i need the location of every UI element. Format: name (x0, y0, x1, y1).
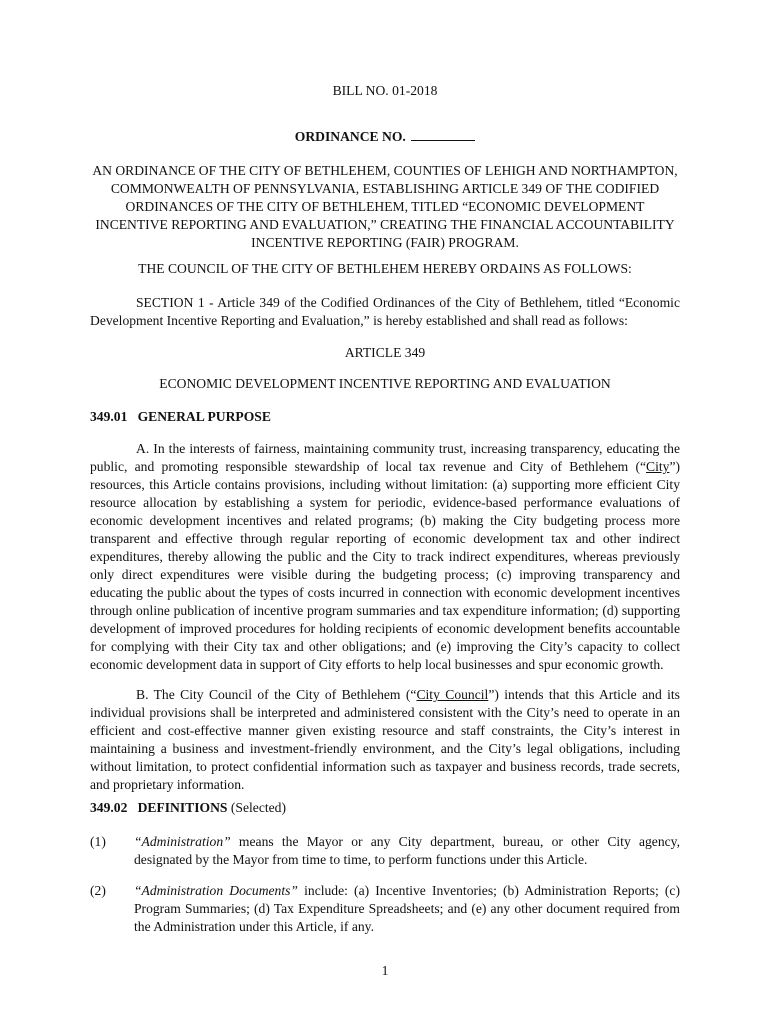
ordinance-title: AN ORDINANCE OF THE CITY OF BETHLEHEM, COUNTIES OF LEHIGH AND NORTHAMPTON, COMMONWEALTH OF PENNSYLVANIA, ESTABLISHING ARTICLE 349 OF THE CODIFIED ORDINANCES OF THE CITY OF BETHLEHEM, TITLED “ECONOMIC DEVELOPMENT INCENTIVE REPORTING AND EVALUATION,” CREATING THE FINANCIAL ACCOUNTABILITY INCENTIVE REPORTING (FAIR) PROGRAM. (92, 163, 678, 250)
paragraph-b: B. The City Council of the City of Bethlehem (“City Council”) intends that this Article and its individual provisions shall be interpreted and administered consistent with the City’s need to operate in an efficient and cost-effective manner given existing resource and staff constraints, the City’s interest in maintaining a business and investment-friendly environment, and the City’s legal obligations, including without limitation, to protect confidential information such as taxpayer and business records, trade secrets, and proprietary information. (90, 687, 680, 792)
section-1: SECTION 1 - Article 349 of the Codified Ordinances of the City of Bethlehem, titled “Economic Development Incentive Reporting and Evaluation,” is hereby established and shall read as follows: (90, 295, 680, 328)
paragraph-a: A. In the interests of fairness, maintaining community trust, increasing transparency, educating the public, and promoting responsible stewardship of local tax revenue and City of Bethlehem (“City”) resources, this Article contains provisions, including without limitation: (a) supporting more efficient City resource allocation by establishing a system for periodic, evidence-based performance evaluations of economic development incentives and related programs; (b) making the City budgeting process more transparent and effective through regular reporting of economic development tax and other indirect expenditures, thereby allowing the public and the City to track indirect expenditures, whereas previously only direct expenditures were visible during the budgeting process; (c) improving transparency and educating the public about the types of costs incurred in connection with economic development incentives through online publication of incentive program summaries and tax expenditure information; (d) supporting development of improved procedures for holding recipients of economic development benefits accountable for complying with their City tax and other obligations; and (e) improving the City’s capacity to collect economic development data in support of City efforts to help local businesses and spur economic growth. (90, 441, 680, 672)
definition-number: (1) (90, 834, 106, 849)
ordains-statement: THE COUNCIL OF THE CITY OF BETHLEHEM HEREBY ORDAINS AS FOLLOWS: (138, 261, 632, 276)
defined-term-city: City (646, 459, 670, 474)
ordinance-number (90, 128, 680, 146)
article-title: ECONOMIC DEVELOPMENT INCENTIVE REPORTING AND EVALUATION (159, 376, 611, 391)
definition-administration: “Administration” means the Mayor or any City department, bureau, or other City agency, designated by the Mayor from time to time, to perform functions under this Article. (134, 834, 680, 867)
section-349-02-heading: 349.02 DEFINITIONS (Selected) (90, 800, 286, 815)
defined-term-city-council: City Council (416, 687, 489, 702)
section-349-01-heading: 349.01 GENERAL PURPOSE (90, 409, 271, 424)
definition-term: “Administration Documents” (134, 883, 298, 898)
definition-term: “Administration” (134, 834, 231, 849)
article-heading: ARTICLE 349 (344, 345, 426, 360)
definition-number: (2) (90, 883, 106, 898)
ordinance-number-blank (411, 128, 475, 141)
bill-number: BILL NO. 01-2018 (332, 83, 438, 98)
page-number: 1 (381, 963, 389, 978)
ordinance-label: ORDINANCE NO. (294, 129, 406, 144)
definition-administration-documents: “Administration Documents” include: (a) Incentive Inventories; (b) Administration Reports; (c) Program Summaries; (d) Tax Expenditure Spreadsheets; and (e) any other document required from the Administration under this Article, if any. (134, 883, 680, 934)
